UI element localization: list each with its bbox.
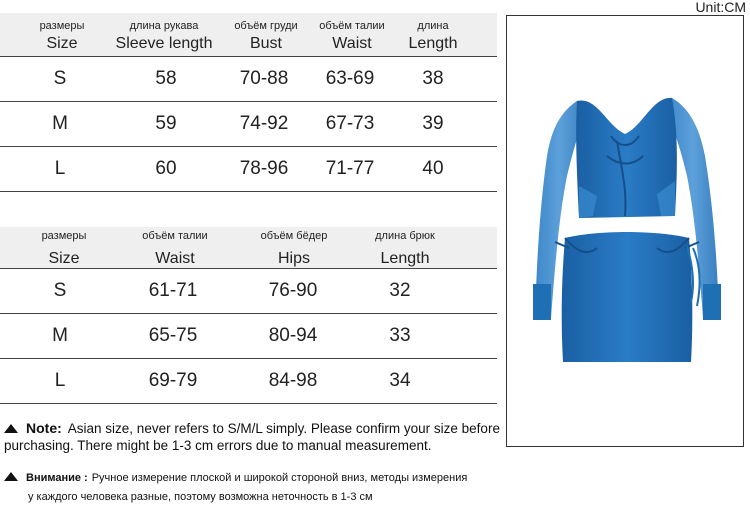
waist-cell: 67-73: [325, 113, 375, 134]
note-ru-line2: у каждого человека разные, поэтому возможна неточность в 1-3 см: [28, 491, 373, 503]
left-cuff: [533, 284, 551, 320]
header-en-label: Waist: [155, 250, 195, 267]
table-row: [0, 359, 497, 404]
header-length: [362, 227, 448, 268]
hips-cell: 84-98: [268, 370, 318, 391]
size-cell: M: [52, 325, 68, 346]
warning-triangle-icon: [4, 472, 18, 481]
header-ru-label: объём талии: [319, 20, 385, 32]
table-row: [0, 269, 497, 314]
note-label: Note:: [26, 420, 62, 436]
table-row: [0, 314, 497, 359]
waist-cell: 65-75: [148, 325, 198, 346]
header-size: [20, 13, 104, 56]
note-ru-line1: Ручное измерение плоской и широкой стороной вниз, методы измерения: [91, 472, 468, 484]
header-en-label: Size: [46, 35, 78, 52]
size-cell: S: [53, 280, 67, 301]
sleeve-cell: 60: [155, 158, 177, 179]
length-cell: 39: [422, 113, 444, 134]
unit-label: Unit:CM: [695, 0, 746, 15]
header-waist: [130, 227, 220, 268]
header-ru-label: объём груди: [234, 20, 298, 32]
header-en-label: Length: [380, 250, 430, 267]
header-ru-label: объём талии: [142, 230, 208, 242]
note-text: Asian size, never refers to S/M/L simply. Please confirm your size before purchasing. There might be 1-3 cm errors due to manual measurement.: [4, 421, 500, 453]
header-en-label: Sleeve length: [115, 35, 213, 52]
hips-cell: 80-94: [268, 325, 318, 346]
length-cell: 38: [422, 68, 444, 89]
header-ru-label: длина: [417, 20, 449, 32]
header-en-label: Bust: [249, 35, 282, 52]
length-cell: 34: [389, 370, 411, 391]
header-ru-label: размеры: [39, 20, 85, 32]
sleeve-cell: 58: [155, 68, 177, 89]
top-size-table: [0, 13, 497, 192]
header-ru-label: длина брюк: [375, 230, 435, 242]
size-cell: S: [53, 68, 67, 89]
table-row: [0, 147, 497, 192]
size-cell: L: [54, 158, 66, 179]
note-english: [4, 420, 514, 454]
header-size: [22, 227, 106, 268]
header-length: [398, 13, 468, 56]
header-hips: [248, 227, 340, 268]
header-waist: [310, 13, 394, 56]
table-row: [0, 57, 497, 102]
header-en-label: Size: [48, 250, 80, 267]
waist-cell: 63-69: [325, 68, 375, 89]
waist-cell: 61-71: [148, 280, 198, 301]
right-cuff: [703, 284, 721, 320]
note-russian: [4, 469, 514, 507]
header-ru-label: длина рукава: [129, 20, 199, 32]
header-en-label: Hips: [277, 250, 310, 267]
length-cell: 40: [422, 158, 444, 179]
size-cell: L: [54, 370, 66, 391]
hips-cell: 76-90: [268, 280, 318, 301]
bust-cell: 74-92: [239, 113, 289, 134]
bust-cell: 78-96: [239, 158, 289, 179]
table-header: [0, 13, 497, 57]
header-bust: [226, 13, 306, 56]
note-ru-label: Внимание :: [26, 472, 88, 484]
sleeve-cell: 59: [155, 113, 177, 134]
table-row: [0, 102, 497, 147]
length-cell: 33: [389, 325, 411, 346]
waist-cell: 71-77: [325, 158, 375, 179]
length-cell: 32: [389, 280, 411, 301]
header-en-label: Length: [408, 35, 458, 52]
warning-triangle-icon: [4, 424, 18, 433]
bust-cell: 70-88: [239, 68, 289, 89]
header-ru-label: объём бёдер: [260, 230, 328, 242]
size-cell: M: [52, 113, 68, 134]
table-header: [0, 227, 497, 269]
header-ru-label: размеры: [41, 230, 87, 242]
header-sleeve: [112, 13, 216, 56]
bottom-size-table: [0, 227, 497, 404]
waist-cell: 69-79: [148, 370, 198, 391]
product-photo: [506, 15, 744, 447]
outfit-illustration: [507, 16, 744, 447]
header-en-label: Waist: [332, 35, 372, 52]
